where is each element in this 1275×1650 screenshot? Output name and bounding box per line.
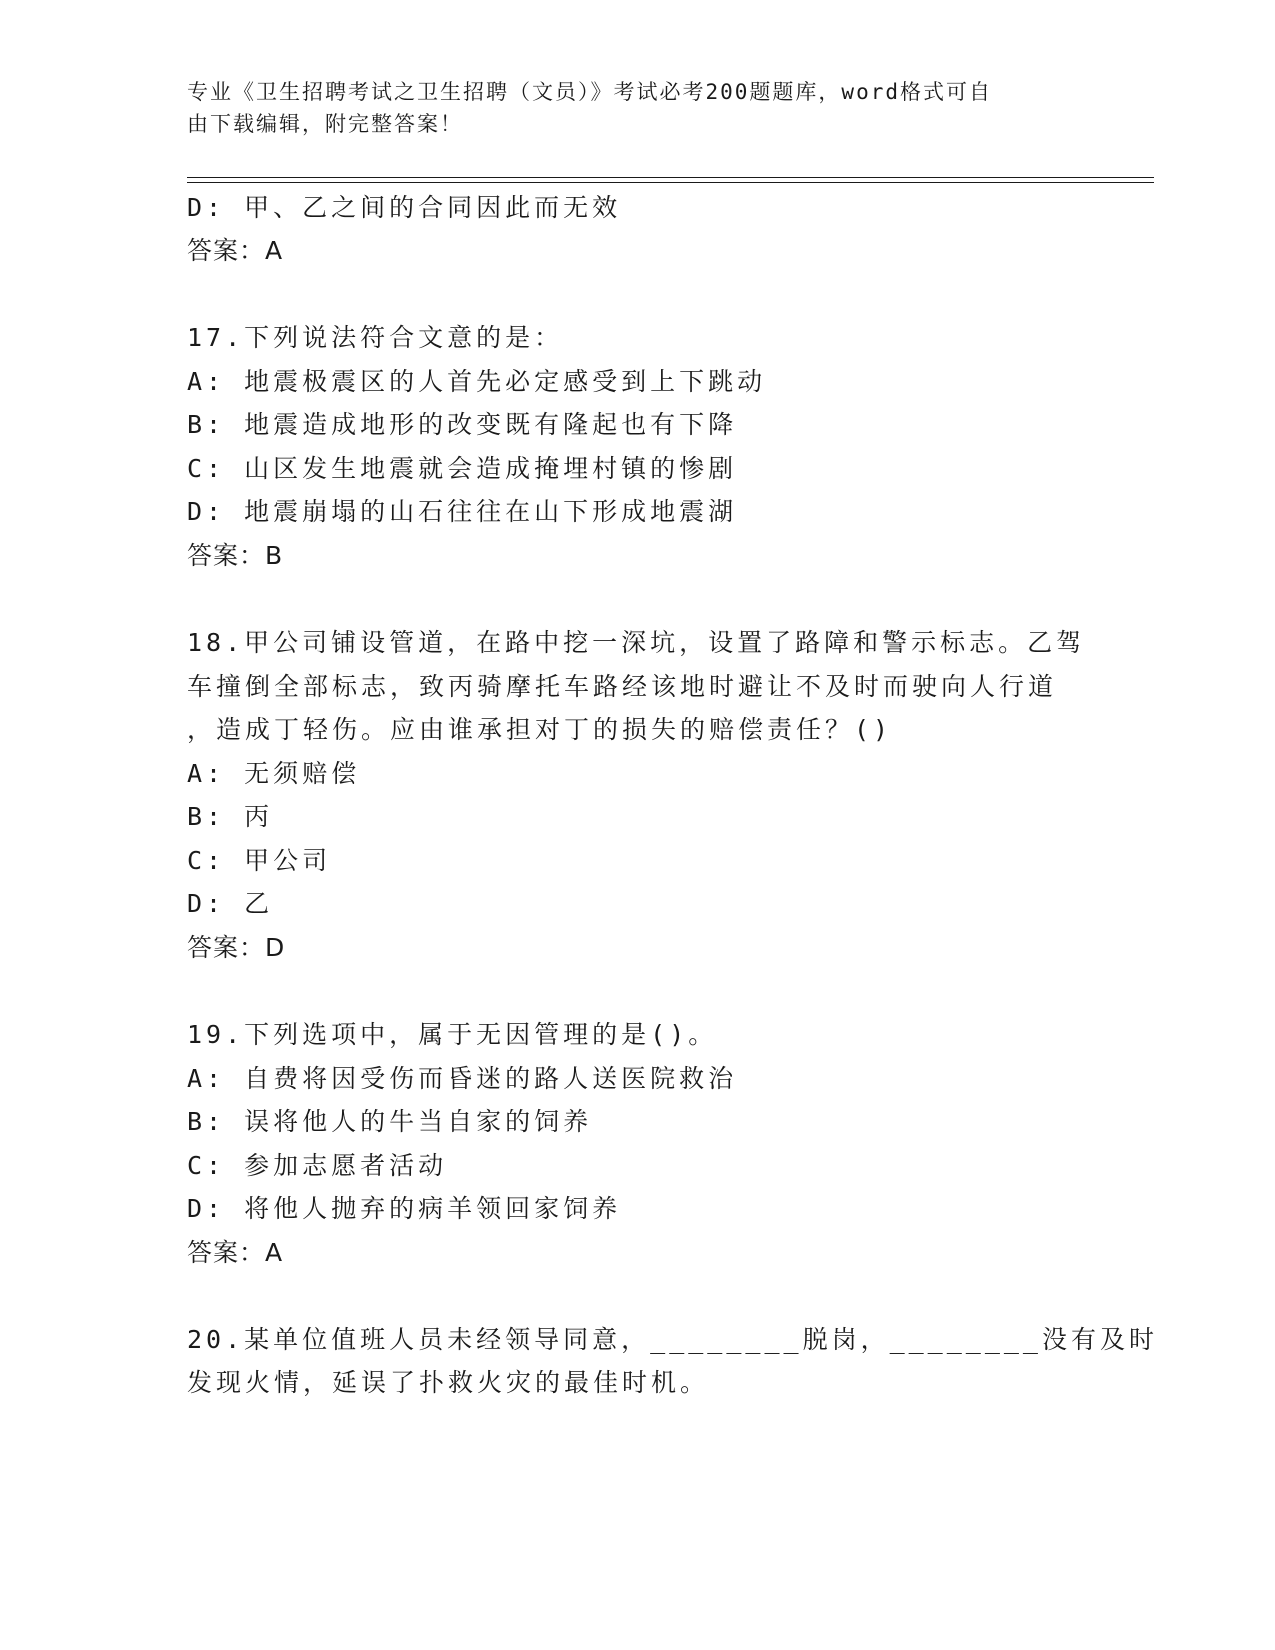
q19-option-d: D: 将他人抛弃的病羊领回家饲养 [187,1194,622,1223]
prev-option-d: D: 甲、乙之间的合同因此而无效 [187,193,622,222]
header-divider-bottom [187,182,1154,183]
header-line-1: 专业《卫生招聘考试之卫生招聘（文员）》考试必考200题题库，word格式可自 [187,80,992,104]
q17-answer: 答案：B [187,541,284,570]
document-header [187,76,1087,140]
q18-option-a: A: 无须赔偿 [187,759,361,788]
q17-option-d: D: 地震崩塌的山石往往在山下形成地震湖 [187,497,738,526]
q18-stem-line-1: 18.甲公司铺设管道，在路中挖一深坑，设置了路障和警示标志。乙驾 [187,628,1086,657]
q19-option-c: C: 参加志愿者活动 [187,1151,448,1180]
q19-answer: 答案：A [187,1238,284,1267]
q17-stem-line-1: 17.下列说法符合文意的是： [187,323,564,352]
q18-option-d: D: 乙 [187,889,274,918]
q17-option-a: A: 地震极震区的人首先必定感受到上下跳动 [187,367,767,396]
q19-option-b: B: 误将他人的牛当自家的饲养 [187,1107,593,1136]
q18-stem-line-2: 车撞倒全部标志，致丙骑摩托车路经该地时避让不及时而驶向人行道 [187,672,1058,701]
q20-stem-line-2: 发现火情，延误了扑救火灾的最佳时机。 [187,1368,710,1397]
q18-option-c: C: 甲公司 [187,846,332,875]
q17-option-b: B: 地震造成地形的改变既有隆起也有下降 [187,410,738,439]
q18-option-b: B: 丙 [187,802,274,831]
q19-stem-line-1: 19.下列选项中，属于无因管理的是()。 [187,1020,718,1049]
q18-stem-line-3: ，造成丁轻伤。应由谁承担对丁的损失的赔偿责任？() [187,715,893,744]
q18-answer: 答案：D [187,933,286,962]
q20-stem-line-1: 20.某单位值班人员未经领导同意，________脱岗，________没有及时 [187,1325,1158,1354]
header-line-2: 由下载编辑，附完整答案！ [187,112,463,136]
q19-option-a: A: 自费将因受伤而昏迷的路人送医院救治 [187,1064,738,1093]
header-divider-top [187,177,1154,178]
prev-answer: 答案：A [187,236,284,265]
q17-option-c: C: 山区发生地震就会造成掩埋村镇的惨剧 [187,454,738,483]
